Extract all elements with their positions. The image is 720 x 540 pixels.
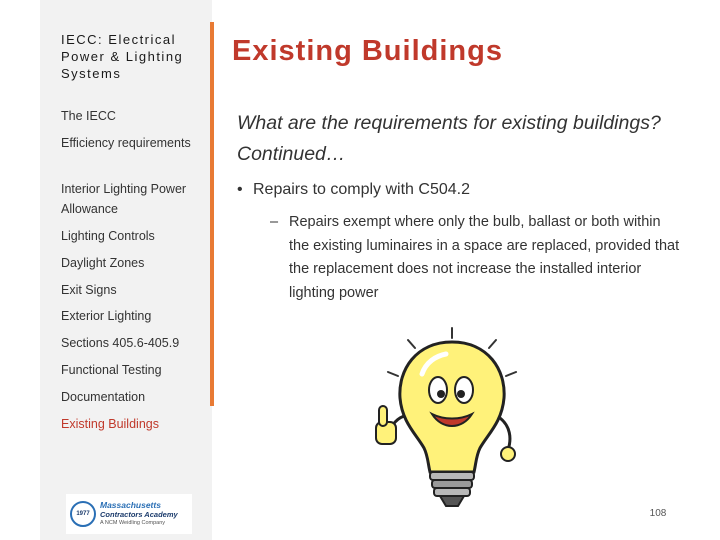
slide-subtitle: What are the requirements for existing buildings? Continued… [237,112,661,165]
sub-bullet-text: Repairs exempt where only the bulb, ballast or both within the existing luminaires in a space are replaced, provided that the replacement does not increase the installed interior lighting power [289,214,680,301]
bullet-dot-icon: • [237,181,243,198]
nav-item-existing-buildings[interactable]: Existing Buildings [61,417,159,431]
logo-line-3: A NCM Weidling Company [100,519,166,526]
nav-item-sections-405[interactable]: Sections 405.6-405.9 [61,336,180,350]
sub-bullet-point [270,211,680,305]
lightbulb-thumbs-up-icon [360,322,544,514]
nav-item-efficiency-requirements[interactable]: Efficiency requirements [61,136,191,150]
nav-item-daylight-zones[interactable]: Daylight Zones [61,256,145,270]
page-number: 108 [649,508,667,519]
sub-bullet-dash-icon: – [270,214,279,230]
lightbulb-illustration [360,322,544,514]
logo-text [100,501,178,528]
bullet-point [237,178,677,202]
nav-item-documentation[interactable]: Documentation [61,390,146,404]
logo-line-2: Contractors Academy [100,509,178,519]
nav-item-functional-testing[interactable]: Functional Testing [61,363,162,377]
slide-title: Existing Buildings [232,35,503,67]
nav-item-lighting-controls[interactable]: Lighting Controls [61,229,155,243]
nav-item-the-iecc[interactable]: The IECC [61,109,116,123]
sidebar-title: IECC: Electrical Power & Lighting Systems [61,32,184,81]
nav-item-exterior-lighting[interactable]: Exterior Lighting [61,309,152,323]
nav-item-interior-lighting-power-allowance[interactable]: Interior Lighting Power Allowance [61,182,187,216]
logo-seal-icon: 1977 [70,501,96,527]
academy-logo [66,494,192,534]
nav-item-exit-signs[interactable]: Exit Signs [61,283,117,297]
logo-line-1: Massachusetts [100,499,161,510]
bullet-text: Repairs to comply with C504.2 [253,181,470,198]
